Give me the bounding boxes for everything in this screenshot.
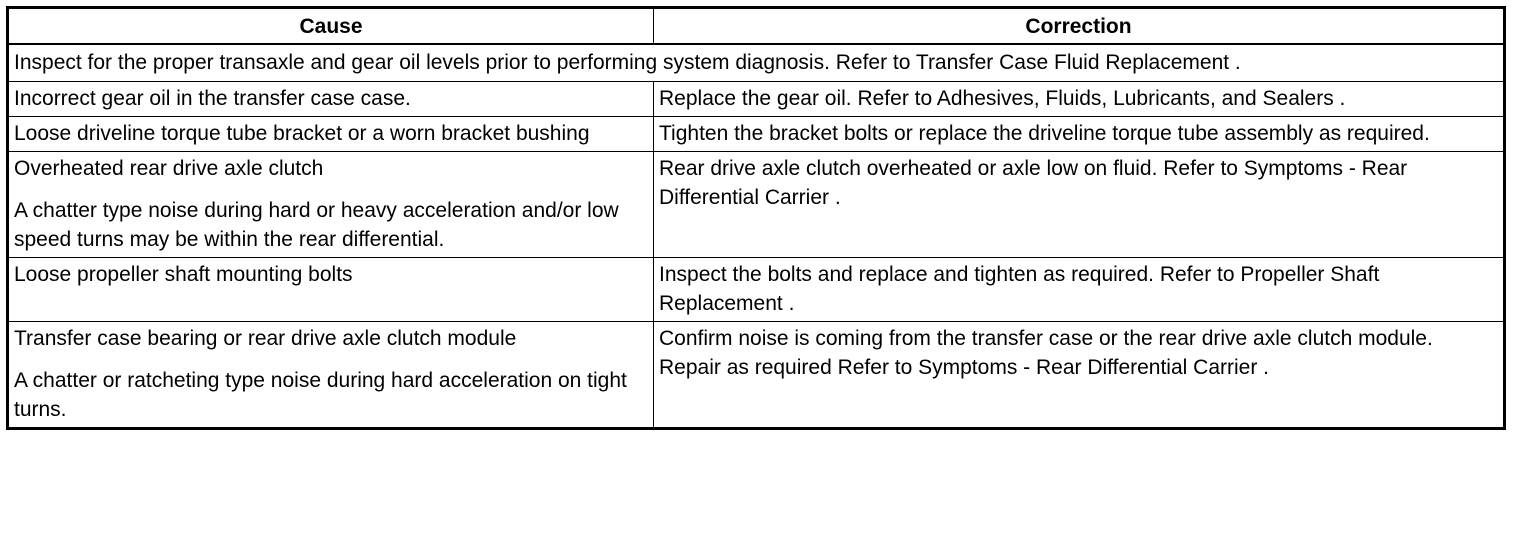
cause-column-header: Cause xyxy=(8,8,654,45)
correction-cell: Confirm noise is coming from the transfer case or the rear drive axle clutch module. Repair as required Refer to Symptoms - Rear Differential Carrier . xyxy=(654,322,1505,429)
header-row xyxy=(8,8,1505,45)
correction-column-header: Correction xyxy=(654,8,1505,45)
cause-detail-text: A chatter type noise during hard or heavy acceleration and/or low speed turns may be within the rear differential. xyxy=(14,199,619,251)
cause-cell xyxy=(8,322,654,429)
note-row xyxy=(8,44,1505,82)
correction-cell: Inspect the bolts and replace and tighten as required. Refer to Propeller Shaft Replacement . xyxy=(654,258,1505,322)
cause-cell xyxy=(8,258,654,322)
table-row xyxy=(8,322,1505,429)
correction-cell: Tighten the bracket bolts or replace the driveline torque tube assembly as required. xyxy=(654,117,1505,152)
cause-cell xyxy=(8,82,654,117)
cause-text: Incorrect gear oil in the transfer case case. xyxy=(14,87,411,110)
cause-text: Overheated rear drive axle clutch xyxy=(14,157,324,180)
cause-cell xyxy=(8,117,654,152)
table-row xyxy=(8,82,1505,117)
cause-text: Loose driveline torque tube bracket or a worn bracket bushing xyxy=(14,122,590,145)
cause-text: Loose propeller shaft mounting bolts xyxy=(14,263,353,286)
cause-detail-text: A chatter or ratcheting type noise during hard acceleration on tight turns. xyxy=(14,369,627,421)
table-row xyxy=(8,117,1505,152)
table-row xyxy=(8,258,1505,322)
table-row xyxy=(8,152,1505,258)
inspection-note: Inspect for the proper transaxle and gear oil levels prior to performing system diagnosis. Refer to Transfer Case Fluid Replacement . xyxy=(8,44,1505,82)
correction-cell: Rear drive axle clutch overheated or axle low on fluid. Refer to Symptoms - Rear Differential Carrier . xyxy=(654,152,1505,258)
cause-text: Transfer case bearing or rear drive axle clutch module xyxy=(14,327,517,350)
cause-cell xyxy=(8,152,654,258)
correction-cell: Replace the gear oil. Refer to Adhesives, Fluids, Lubricants, and Sealers . xyxy=(654,82,1505,117)
diagnostic-table xyxy=(6,6,1506,430)
